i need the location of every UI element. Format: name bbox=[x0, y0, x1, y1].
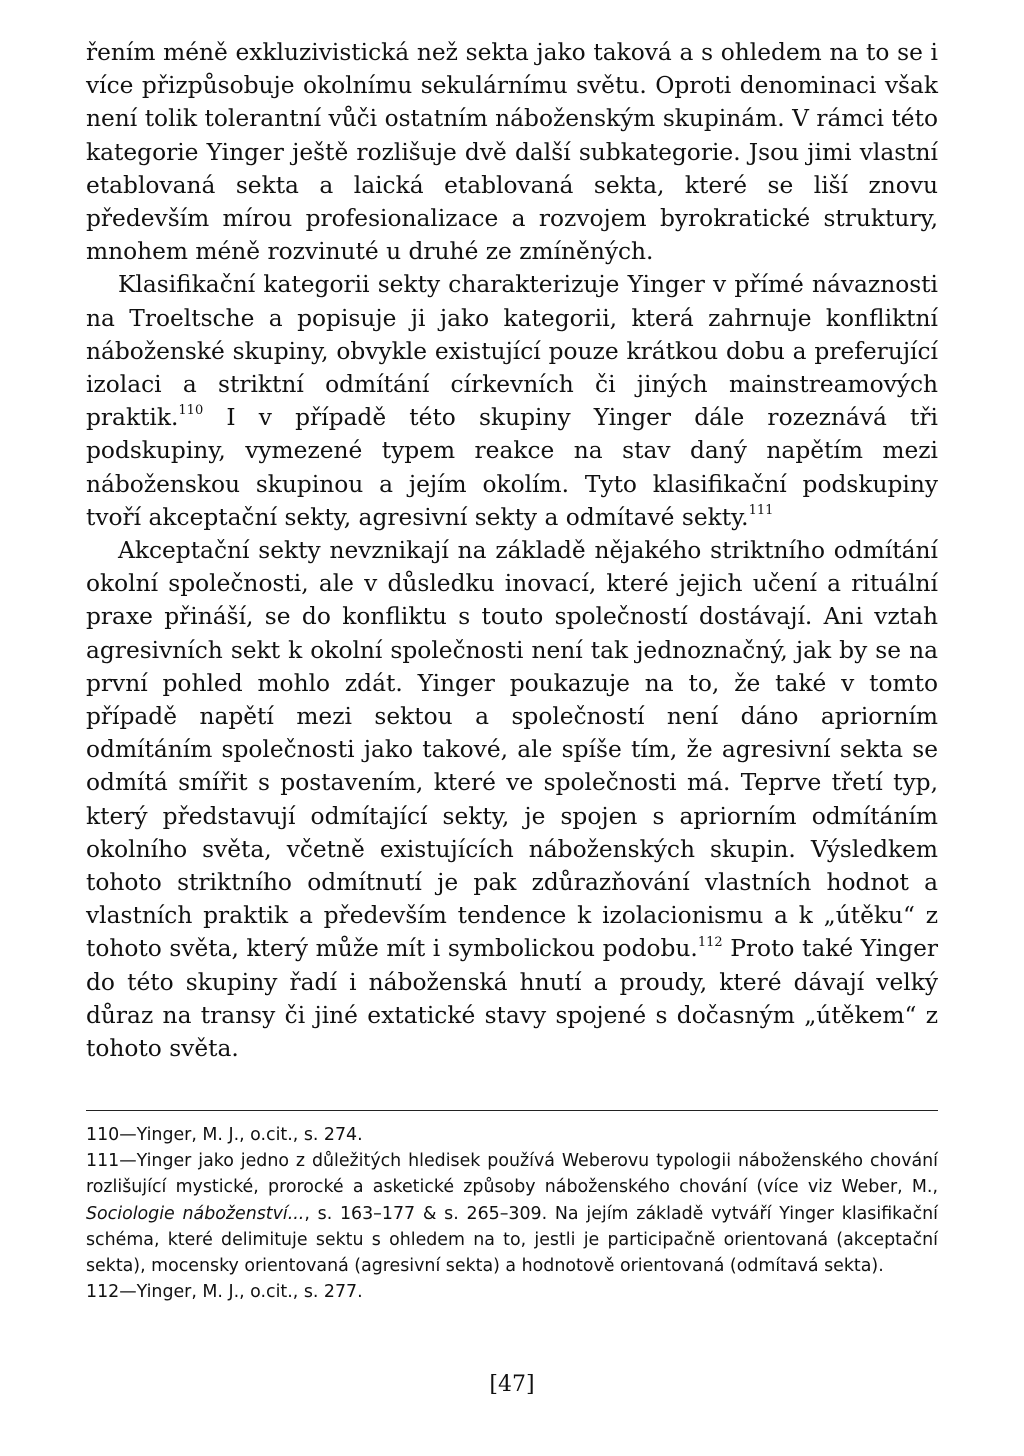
footnote-111-book-title: Sociologie náboženství... bbox=[86, 1203, 305, 1224]
footnote-111-part-b: , s. 163–177 & s. 265–309. Na jejím základě vytváří Yinger klasifikační schéma, které delimituje sektu s ohledem na to, jestli je participačně orientovaná (akceptační sekta), mocensky orientovaná (agresivní sekta) a hodnotově orientovaná (odmítavá sekta). bbox=[86, 1203, 938, 1277]
footnote-divider bbox=[86, 1110, 938, 1111]
paragraph-2 bbox=[86, 268, 938, 534]
paragraph-3-part-a: Akceptační sekty nevznikají na základě nějakého striktního odmítání okolní společnosti, ale v důsledku inovací, které jejich učení a rituální praxe přináší, se do konfliktu s touto společností dostávají. Ani vztah agresivních sekt k okolní společnosti není tak jednoznačný, jak by se na první pohled mohlo zdát. Yinger poukazuje na to, že také v tomto případě napětí mezi sektou a společností není dáno apriorním odmítáním společnosti jako takové, ale spíše tím, že agresivní sekta se odmítá smířit s postavením, které ve společnosti má. Teprve třetí typ, který představují odmítající sekty, je spojen s apriorním odmítáním okolního světa, včetně existujících náboženských skupin. Výsledkem tohoto striktního odmítnutí je pak zdůrazňování vlastních hodnot a vlastních praktik a především tendence k izolacionismu a k „útěku“ z tohoto světa, který může mít i symbolickou podobu. bbox=[86, 537, 938, 963]
footnote-ref-110: 110 bbox=[178, 403, 204, 419]
footnote-ref-112: 112 bbox=[697, 934, 723, 950]
footnote-110: 110—Yinger, M. J., o.cit., s. 274. bbox=[86, 1125, 363, 1145]
footnotes bbox=[86, 1122, 938, 1305]
paragraph-2-part-a: Klasifikační kategorii sekty charakterizuje Yinger v přímé návaznosti na Troeltsche a popisuje ji jako kategorii, která zahrnuje konfliktní náboženské skupiny, obvykle existující pouze krátkou dobu a preferující izolaci a striktní odmítání církevních či jiných mainstreamových praktik. bbox=[86, 271, 938, 432]
footnote-ref-111: 111 bbox=[748, 503, 774, 519]
paragraph-3 bbox=[86, 534, 938, 1065]
main-text bbox=[86, 36, 938, 1065]
paragraph-1: řením méně exkluzivistická než sekta jako taková a s ohledem na to se i více přizpůsobuje okolnímu sekulárnímu světu. Oproti denominaci však není tolik tolerantní vůči ostatním náboženským skupinám. V rámci této kategorie Yinger ještě rozlišuje dvě další subkategorie. Jsou jimi vlastní etablovaná sekta a laická etablovaná sekta, které se liší znovu především mírou profesionalizace a rozvojem byrokratické struktury, mnohem méně rozvinuté u druhé ze zmíněných. bbox=[86, 39, 938, 266]
paragraph-2-part-b: I v případě této skupiny Yinger dále rozeznává tři podskupiny, vymezené typem reakce na stav daný napětím mezi náboženskou skupinou a jejím okolím. Tyto klasifikační podskupiny tvoří akceptační sekty, agresivní sekty a odmítavé sekty. bbox=[86, 404, 938, 531]
page-number: [47] bbox=[489, 1372, 535, 1397]
paragraph-3-part-b: Proto také Yinger do této skupiny řadí i náboženská hnutí a proudy, které dávají velký důraz na transy či jiné extatické stavy spojené s dočasným „útěkem“ z tohoto světa. bbox=[86, 935, 939, 1063]
footnote-111-part-a: 111—Yinger jako jedno z důležitých hledisek používá Weberovu typologii náboženského chování rozlišující mystické, prorocké a asketické způsoby náboženského chování (více viz Weber, M., bbox=[86, 1151, 938, 1198]
footnote-111 bbox=[86, 1148, 938, 1279]
footnote-112: 112—Yinger, M. J., o.cit., s. 277. bbox=[86, 1282, 363, 1303]
